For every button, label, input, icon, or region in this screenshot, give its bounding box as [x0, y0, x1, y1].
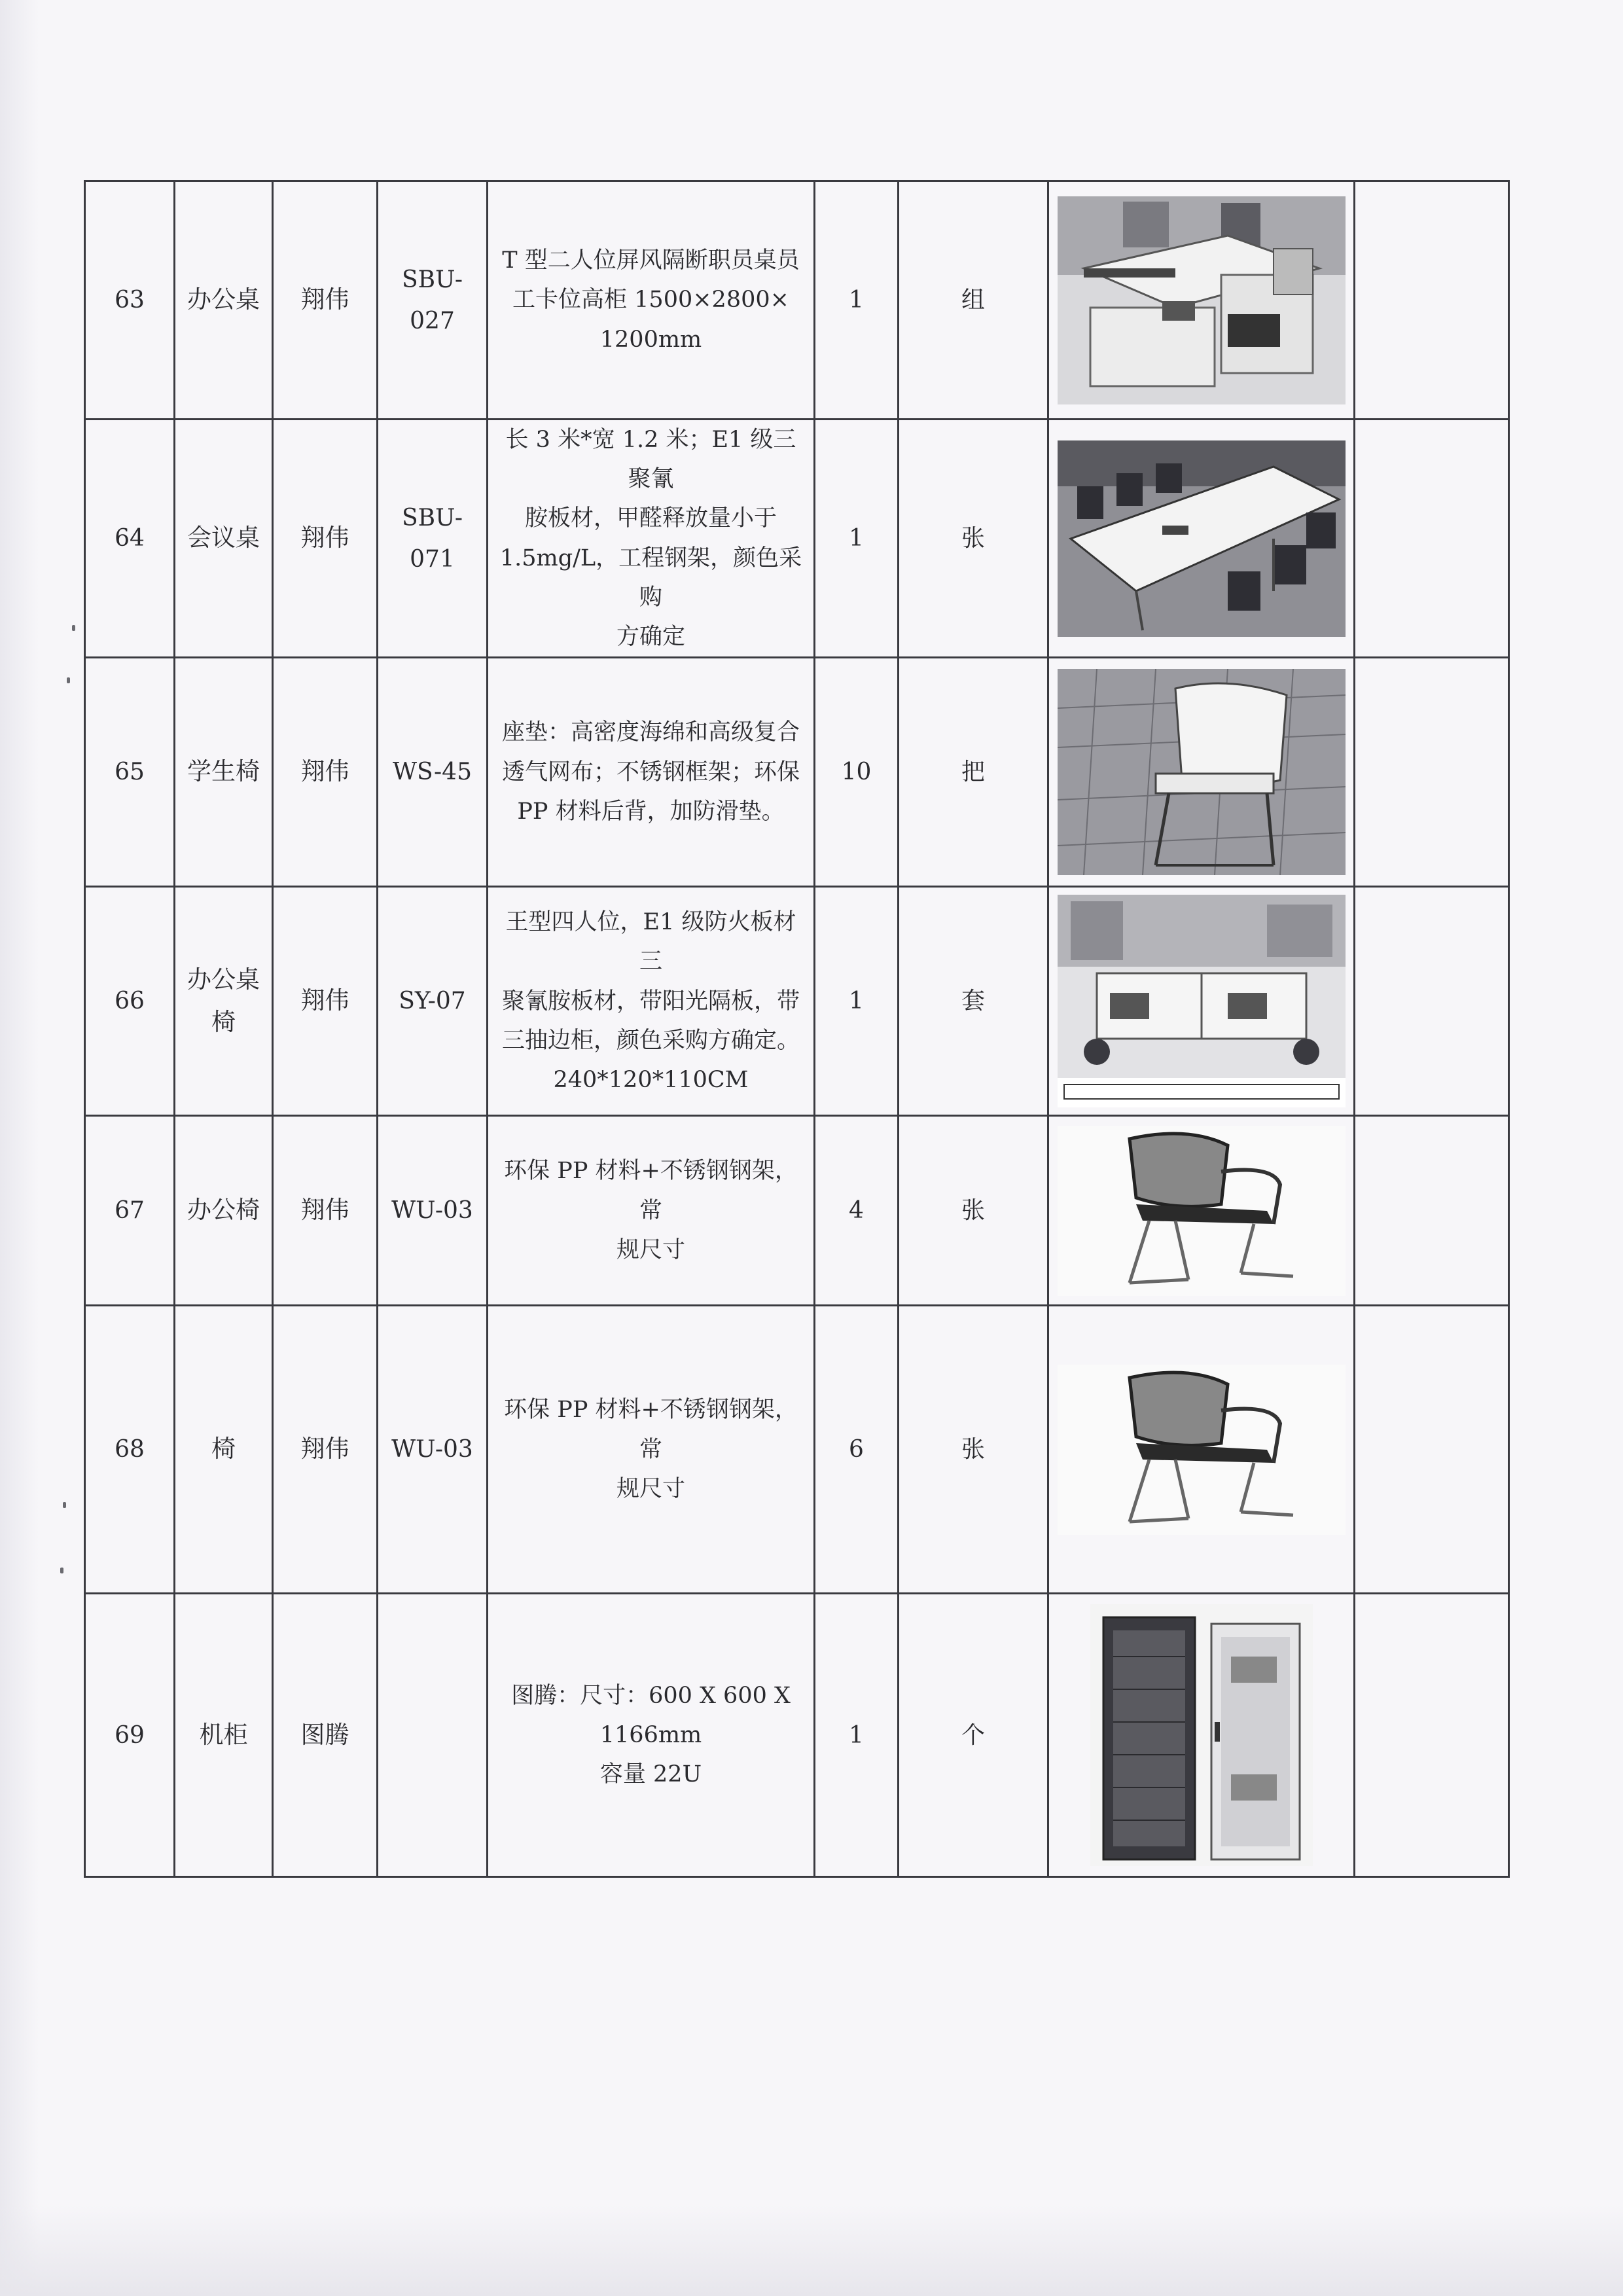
item-number: 63 — [85, 181, 175, 420]
server-cabinet-photo — [1090, 1604, 1313, 1866]
item-image-cell — [1048, 1116, 1355, 1306]
description-line: 透气网布；不锈钢框架；环保 — [501, 759, 800, 785]
item-brand: 翔伟 — [273, 420, 378, 658]
item-unit: 个 — [899, 1594, 1048, 1877]
remarks-cell — [1355, 1306, 1509, 1594]
description-line: PP 材料后背，加防滑垫。 — [517, 798, 785, 825]
item-description — [488, 658, 815, 887]
item-brand: 翔伟 — [273, 1306, 378, 1594]
description-line: 方确定 — [616, 623, 685, 650]
item-model: SY-07 — [378, 887, 488, 1116]
chair-photo — [1058, 1365, 1346, 1535]
description-line: 容量 22U — [599, 1761, 702, 1788]
item-quantity: 6 — [815, 1306, 899, 1594]
item-image-cell — [1048, 181, 1355, 420]
item-unit: 组 — [899, 181, 1048, 420]
remarks-cell — [1355, 181, 1509, 420]
item-model — [378, 1594, 488, 1877]
item-description — [488, 420, 815, 658]
table-row — [85, 420, 1509, 658]
item-model: WU-03 — [378, 1306, 488, 1594]
item-brand: 翔伟 — [273, 181, 378, 420]
item-quantity: 1 — [815, 887, 899, 1116]
remarks-cell — [1355, 658, 1509, 887]
description-line: 工卡位高柜 1500×2800× — [512, 287, 789, 314]
description-line: 规尺寸 — [616, 1236, 685, 1263]
scan-speck — [63, 1502, 66, 1508]
item-number: 67 — [85, 1116, 175, 1306]
description-line: 240*120*110CM — [553, 1066, 749, 1093]
item-image-cell — [1048, 658, 1355, 887]
scan-speck — [72, 625, 75, 631]
description-line: 座垫：高密度海绵和高级复合 — [501, 719, 800, 746]
item-description — [488, 181, 815, 420]
item-quantity: 4 — [815, 1116, 899, 1306]
remarks-cell — [1355, 1594, 1509, 1877]
item-name: 办公椅 — [175, 1116, 273, 1306]
item-name: 椅 — [175, 1306, 273, 1594]
office-chair-photo — [1058, 1126, 1346, 1296]
item-unit: 把 — [899, 658, 1048, 887]
item-quantity: 1 — [815, 181, 899, 420]
description-line: 1.5mg/L，工程钢架，颜色采购 — [499, 545, 802, 611]
student-chair-photo — [1058, 669, 1346, 875]
item-name: 学生椅 — [175, 658, 273, 887]
table-row — [85, 181, 1509, 420]
item-brand: 翔伟 — [273, 658, 378, 887]
item-number: 66 — [85, 887, 175, 1116]
item-name: 会议桌 — [175, 420, 273, 658]
item-image-cell — [1048, 1306, 1355, 1594]
office-desk-photo — [1058, 196, 1346, 404]
item-description — [488, 887, 815, 1116]
item-description — [488, 1594, 815, 1877]
item-model: WS-45 — [378, 658, 488, 887]
desk-chair-set-photo — [1058, 895, 1346, 1107]
procurement-table-wrapper — [84, 180, 1508, 1878]
table-row — [85, 887, 1509, 1116]
description-line: 环保 PP 材料+不锈钢钢架，常 — [504, 1158, 798, 1224]
scan-speck — [60, 1568, 63, 1573]
item-model: WU-03 — [378, 1116, 488, 1306]
description-line: 胺板材，甲醛释放量小于 — [524, 505, 777, 532]
item-number: 69 — [85, 1594, 175, 1877]
item-unit: 张 — [899, 1306, 1048, 1594]
description-line: 聚氰胺板材，带阳光隔板，带 — [501, 988, 800, 1014]
item-brand: 翔伟 — [273, 1116, 378, 1306]
scan-shadow-left — [0, 0, 39, 2296]
item-unit: 张 — [899, 420, 1048, 658]
item-quantity: 10 — [815, 658, 899, 887]
description-line: 王型四人位，E1 级防火板材三 — [505, 909, 796, 975]
scan-speck — [67, 677, 70, 683]
table-row — [85, 1116, 1509, 1306]
item-brand: 图腾 — [273, 1594, 378, 1877]
description-line: 1200mm — [599, 326, 702, 353]
item-quantity: 1 — [815, 420, 899, 658]
table-row — [85, 1594, 1509, 1877]
item-number: 65 — [85, 658, 175, 887]
procurement-table — [84, 180, 1510, 1878]
scan-shadow-bottom — [0, 2204, 1623, 2296]
description-line: 环保 PP 材料+不锈钢钢架，常 — [504, 1397, 798, 1463]
item-unit: 张 — [899, 1116, 1048, 1306]
item-unit: 套 — [899, 887, 1048, 1116]
description-line: 规尺寸 — [616, 1475, 685, 1502]
conference-table-photo — [1058, 440, 1346, 637]
item-name: 办公桌椅 — [175, 887, 273, 1116]
item-description — [488, 1306, 815, 1594]
item-image-cell — [1048, 887, 1355, 1116]
item-number: 68 — [85, 1306, 175, 1594]
description-line: T 型二人位屏风隔断职员桌员 — [502, 247, 800, 274]
table-row — [85, 658, 1509, 887]
item-model: SBU-071 — [378, 420, 488, 658]
remarks-cell — [1355, 420, 1509, 658]
remarks-cell — [1355, 887, 1509, 1116]
description-line: 三抽边柜，颜色采购方确定。 — [501, 1027, 800, 1054]
table-row — [85, 1306, 1509, 1594]
item-quantity: 1 — [815, 1594, 899, 1877]
item-brand: 翔伟 — [273, 887, 378, 1116]
item-image-cell — [1048, 420, 1355, 658]
item-number: 64 — [85, 420, 175, 658]
item-name: 机柜 — [175, 1594, 273, 1877]
description-line: 图腾：尺寸：600 X 600 X 1166mm — [511, 1682, 791, 1749]
item-name: 办公桌 — [175, 181, 273, 420]
remarks-cell — [1355, 1116, 1509, 1306]
item-image-cell — [1048, 1594, 1355, 1877]
item-model: SBU-027 — [378, 181, 488, 420]
description-line: 长 3 米*宽 1.2 米；E1 级三聚氰 — [505, 427, 796, 493]
item-description — [488, 1116, 815, 1306]
